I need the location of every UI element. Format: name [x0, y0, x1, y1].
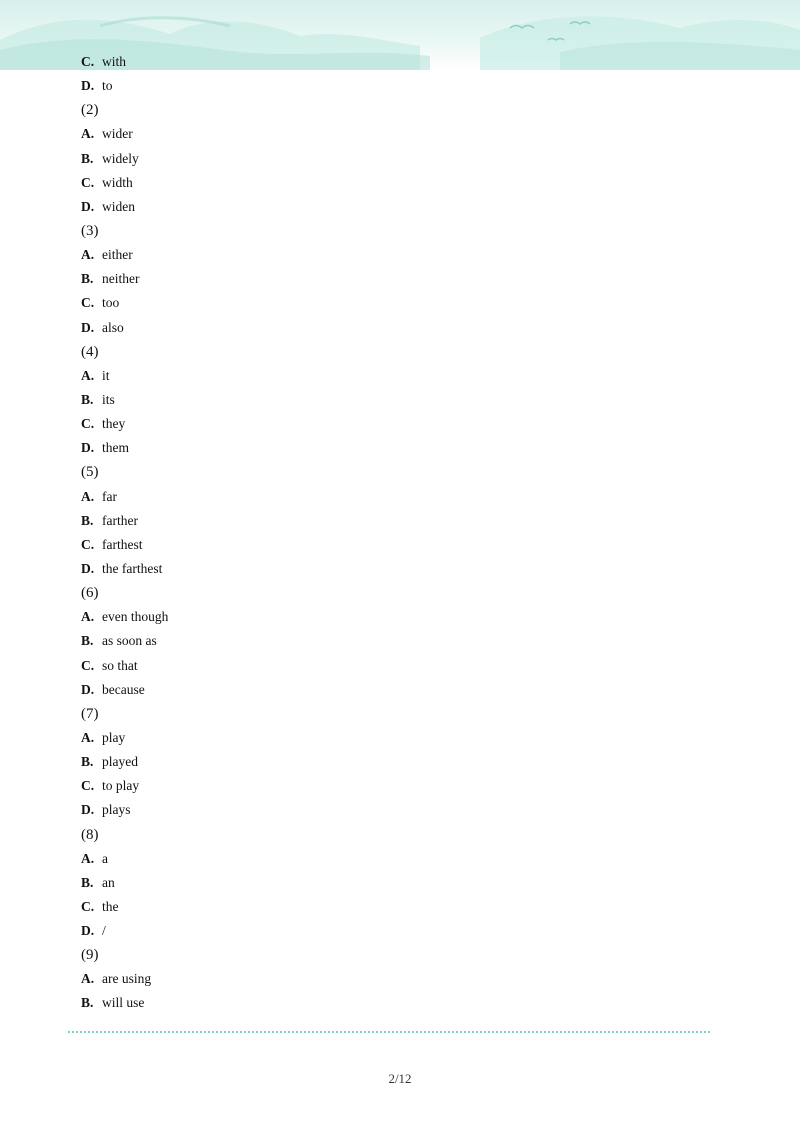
option-text: width	[102, 174, 133, 190]
answer-option	[81, 991, 721, 1015]
answer-option	[81, 412, 721, 436]
answer-option	[81, 195, 721, 219]
answer-option	[81, 750, 721, 774]
answer-option	[81, 605, 721, 629]
answer-option	[81, 509, 721, 533]
option-text: play	[102, 729, 126, 745]
option-text: wider	[102, 126, 133, 142]
option-text: as soon as	[102, 633, 157, 649]
option-text: widely	[102, 150, 139, 166]
option-text: with	[102, 54, 127, 69]
answer-option	[81, 629, 721, 653]
option-letter: A.	[81, 729, 95, 745]
option-text: neither	[102, 271, 140, 287]
option-text: either	[102, 247, 133, 263]
option-text: will use	[102, 995, 145, 1011]
option-letter: A.	[81, 367, 95, 383]
option-letter: D.	[81, 440, 95, 456]
option-text: played	[102, 754, 138, 770]
option-letter: D.	[81, 78, 95, 94]
option-letter: D.	[81, 560, 95, 576]
answer-option	[81, 74, 721, 98]
option-letter: B.	[81, 633, 94, 649]
option-letter: C.	[81, 898, 95, 914]
option-letter: C.	[81, 295, 95, 311]
option-text: farthest	[102, 536, 143, 552]
option-letter: B.	[81, 150, 94, 166]
answer-option	[81, 243, 721, 267]
answer-option	[81, 147, 721, 171]
answer-option	[81, 388, 721, 412]
option-letter: C.	[81, 416, 95, 432]
option-text: plays	[102, 802, 131, 818]
option-text: to	[102, 78, 113, 94]
question-number: (2)	[81, 102, 99, 119]
option-text: the farthest	[102, 560, 163, 576]
answer-option	[81, 967, 721, 991]
option-letter: B.	[81, 391, 94, 407]
option-text: /	[102, 923, 106, 939]
option-letter: B.	[81, 874, 94, 890]
question-number: (8)	[81, 826, 99, 843]
option-text: also	[102, 319, 124, 335]
option-letter: A.	[81, 971, 95, 987]
option-text: it	[102, 367, 110, 383]
option-letter: B.	[81, 512, 94, 528]
answer-option	[81, 533, 721, 557]
document-body	[81, 50, 721, 1016]
answer-option	[81, 436, 721, 460]
option-text: because	[102, 681, 145, 697]
answer-option	[81, 291, 721, 315]
option-text: the	[102, 898, 119, 914]
option-letter: D.	[81, 319, 95, 335]
option-letter: A.	[81, 126, 95, 142]
answer-option	[81, 485, 721, 509]
answer-option	[81, 557, 721, 581]
option-letter: D.	[81, 681, 95, 697]
option-letter: D.	[81, 802, 95, 818]
option-letter: C.	[81, 778, 95, 794]
answer-option	[81, 726, 721, 750]
answer-option	[81, 798, 721, 822]
option-letter: C.	[81, 657, 95, 673]
footer-dotted-divider	[68, 1031, 710, 1033]
option-text: a	[102, 850, 108, 866]
option-text: widen	[102, 198, 135, 214]
question-number: (4)	[81, 343, 99, 360]
question-number: (3)	[81, 222, 99, 239]
answer-option	[81, 895, 721, 919]
option-text: too	[102, 295, 120, 311]
answer-option	[81, 50, 721, 74]
option-text: are using	[102, 971, 152, 987]
option-letter: A.	[81, 247, 95, 263]
option-letter: C.	[81, 536, 95, 552]
option-letter: A.	[81, 850, 95, 866]
answer-option	[81, 847, 721, 871]
option-letter: B.	[81, 271, 94, 287]
option-letter: B.	[81, 754, 94, 770]
option-letter: A.	[81, 609, 95, 625]
question-number: (9)	[81, 947, 99, 964]
question-number: (6)	[81, 585, 99, 602]
answer-option	[81, 171, 721, 195]
answer-option	[81, 122, 721, 146]
question-number: (5)	[81, 464, 99, 481]
option-text: even though	[102, 609, 169, 625]
option-text: to play	[102, 778, 140, 794]
option-text: so that	[102, 657, 138, 673]
question-number: (7)	[81, 705, 99, 722]
answer-option	[81, 267, 721, 291]
option-text: they	[102, 416, 126, 432]
option-text: an	[102, 874, 115, 890]
option-text: farther	[102, 512, 138, 528]
answer-option	[81, 919, 721, 943]
option-text: them	[102, 440, 129, 456]
option-letter: B.	[81, 995, 94, 1011]
answer-option	[81, 364, 721, 388]
option-letter: D.	[81, 923, 95, 939]
answer-option	[81, 774, 721, 798]
page-number: 2/12	[388, 1071, 412, 1086]
answer-option	[81, 871, 721, 895]
option-text: its	[102, 391, 115, 407]
answer-option	[81, 316, 721, 340]
answer-option	[81, 678, 721, 702]
option-letter: C.	[81, 54, 95, 69]
option-text: far	[102, 488, 117, 504]
answer-option	[81, 654, 721, 678]
option-letter: D.	[81, 198, 95, 214]
option-letter: A.	[81, 488, 95, 504]
option-letter: C.	[81, 174, 95, 190]
